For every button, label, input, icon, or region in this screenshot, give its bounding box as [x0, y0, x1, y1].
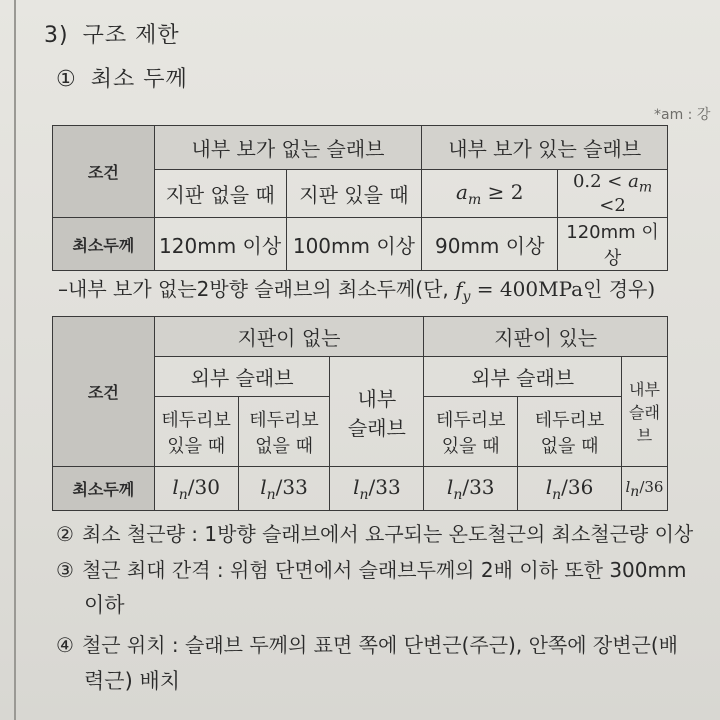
item-max-spacing-cont: 이하 — [84, 593, 125, 617]
section-title: 구조 제한 — [82, 23, 180, 48]
table2-inner-slab-1: 내부 슬래브 — [330, 357, 424, 467]
subsection-heading — [56, 62, 188, 93]
table2-condition-header: 조건 — [53, 317, 155, 467]
table2-drop-header: 지판이 있는 — [424, 317, 668, 357]
table2-value-6: $l_n/36$ — [621, 467, 667, 511]
table1-value-1: 120mm 이상 — [154, 218, 286, 271]
item-rebar-position-cont: 력근) 배치 — [84, 669, 181, 693]
min-thickness-table-1 — [52, 125, 668, 271]
table2-edge-beam-no-1: 테두리보 없을 때 — [238, 397, 330, 467]
item-max-spacing: ③ 철근 최대 간격 : 위험 단면에서 슬래브두께의 2배 이하 또한 300mm — [56, 558, 687, 582]
table1-am-range: $0.2 < a_m <2$ — [558, 170, 668, 218]
table2-outer-slab-2: 외부 슬래브 — [424, 357, 622, 397]
table2-edge-beam-yes-2: 테두리보 있을 때 — [424, 397, 518, 467]
page-margin-line — [14, 0, 16, 720]
table1-value-4: 120mm 이상 — [558, 218, 668, 271]
table1-value-3: 90mm 이상 — [422, 218, 558, 271]
section-number: 3) — [44, 23, 69, 48]
table2-value-2: $l_n/33$ — [238, 467, 330, 511]
section-heading — [44, 18, 180, 49]
table1-drop-panel: 지판 있을 때 — [286, 170, 422, 218]
table2-outer-slab-1: 외부 슬래브 — [154, 357, 330, 397]
item-min-rebar: ② 최소 철근량 : 1방향 슬래브에서 요구되는 온도철근의 최소철근량 이상 — [56, 522, 694, 546]
table1-condition-header: 조건 — [53, 126, 155, 218]
min-thickness-table-2 — [52, 316, 668, 511]
table2-edge-beam-yes-1: 테두리보 있을 때 — [154, 397, 238, 467]
table1-value-2: 100mm 이상 — [286, 218, 422, 271]
table2-value-3: $l_n/33$ — [330, 467, 424, 511]
table1-no-beam-header: 내부 보가 없는 슬래브 — [154, 126, 422, 170]
table1-am-ge-2: $a_m \ge 2$ — [422, 170, 558, 218]
table2-value-4: $l_n/33$ — [424, 467, 518, 511]
table2-no-drop-header: 지판이 없는 — [154, 317, 424, 357]
corner-note: *am : 강 — [654, 107, 711, 123]
two-way-slab-note: –내부 보가 없는2방향 슬래브의 최소두께(단, $f_y = 400MPa$인 경우) — [58, 277, 656, 305]
table2-edge-beam-no-2: 테두리보 없을 때 — [518, 397, 622, 467]
table1-no-drop-panel: 지판 없을 때 — [154, 170, 286, 218]
table2-value-5: $l_n/36$ — [518, 467, 622, 511]
subsection-number: ① — [56, 67, 77, 92]
table1-with-beam-header: 내부 보가 있는 슬래브 — [422, 126, 668, 170]
table1-min-thickness-label: 최소두께 — [53, 218, 155, 271]
table2-min-thickness-label: 최소두께 — [53, 467, 155, 511]
item-rebar-position: ④ 철근 위치 : 슬래브 두께의 표면 쪽에 단변근(주근), 안쪽에 장변근(배 — [56, 633, 678, 657]
table2-value-1: $l_n/30$ — [154, 467, 238, 511]
table2-inner-slab-2: 내부 슬래브 — [621, 357, 667, 467]
subsection-title: 최소 두께 — [90, 67, 188, 92]
